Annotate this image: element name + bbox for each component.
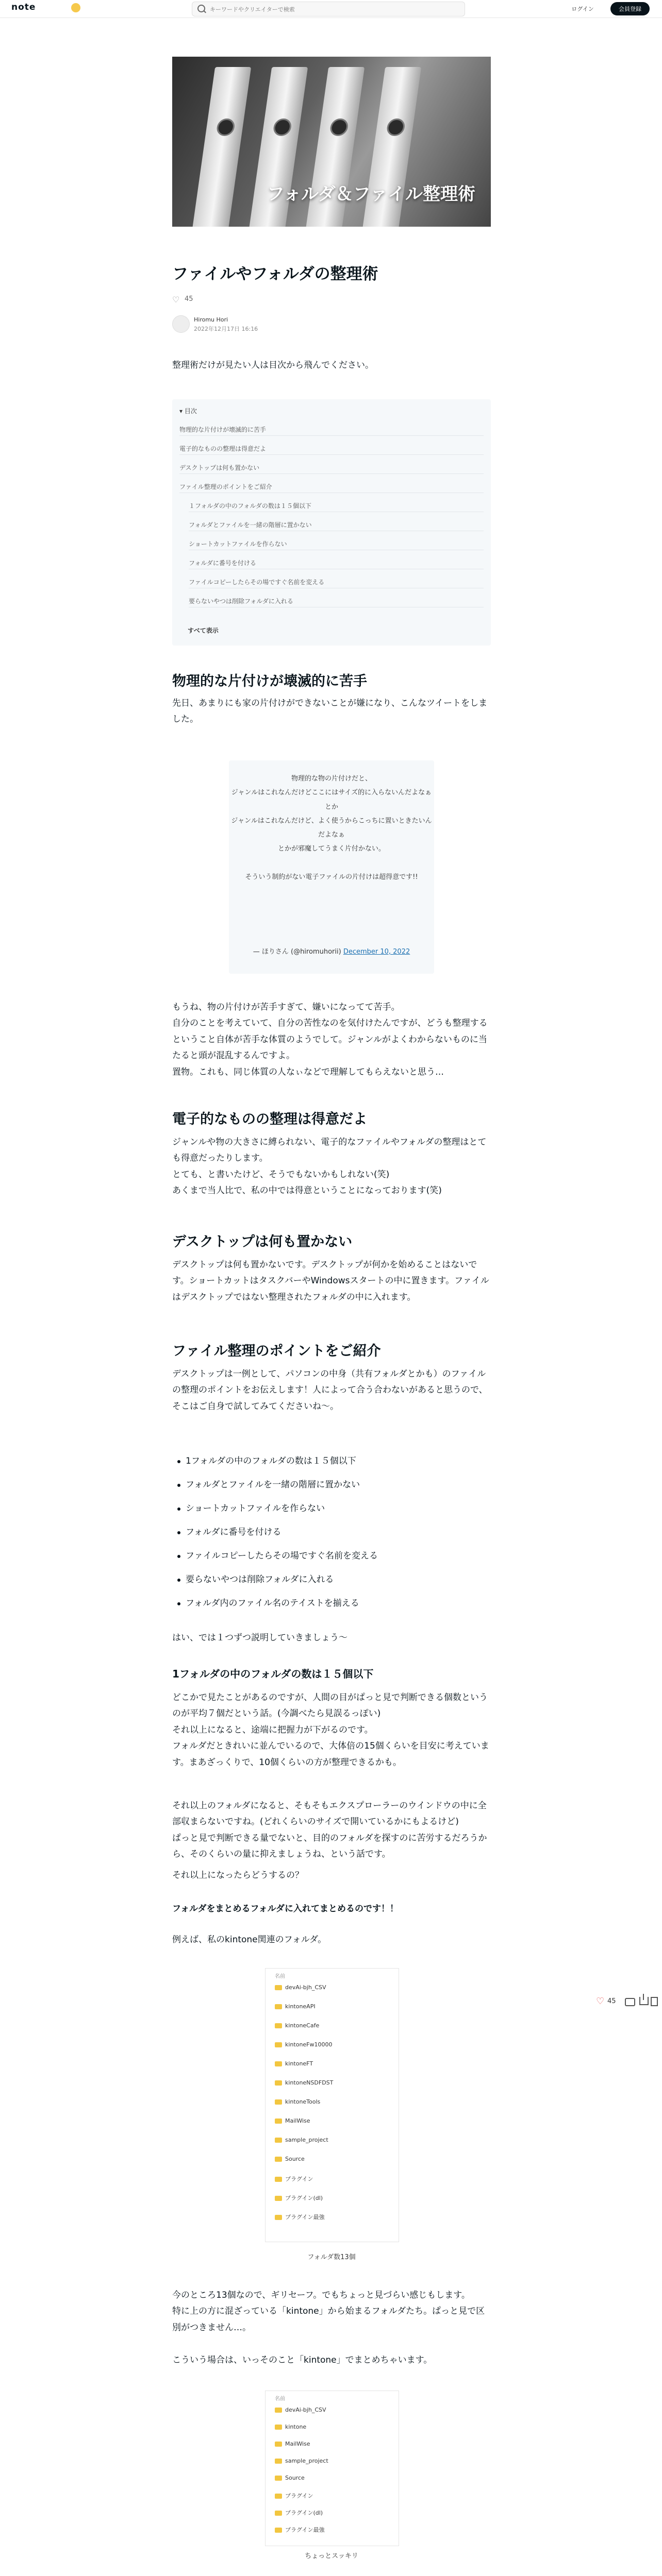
subsection-heading: 1フォルダの中のフォルダの数は１５個以下 [172, 1668, 374, 1680]
paragraph: 特に上の方に混ざっている「kintone」から始まるフォルダたち。ぱっと見で区別がつきません…。 [172, 2306, 485, 2333]
folder-icon [275, 2080, 282, 2086]
list-item: ファイルコピーしたらその場ですぐ名前を変える [172, 1544, 491, 1568]
toc-heading[interactable]: ▾ 目次 [179, 408, 197, 415]
file-name: sample_project [285, 2458, 328, 2464]
file-name: devAi-bjh_CSV [285, 1984, 326, 1991]
file-row[interactable] [275, 2117, 310, 2127]
toc-item[interactable]: フォルダとファイルを一緒の階層に置かない [189, 519, 484, 531]
section-heading: 物理的な片付けが壊滅的に苦手 [172, 673, 367, 689]
folder-icon [275, 1985, 282, 1990]
folder-icon [275, 2042, 282, 2047]
file-row[interactable] [275, 2156, 305, 2165]
site-header [0, 0, 662, 18]
folder-icon [275, 2215, 282, 2220]
tweet-body [229, 772, 434, 884]
point-list [172, 1449, 491, 1615]
tweet-date-link[interactable]: December 10, 2022 [343, 948, 410, 956]
file-row[interactable] [275, 2424, 306, 2433]
file-row[interactable] [275, 2492, 313, 2501]
folder-icon [275, 2459, 282, 2464]
paragraph: デスクトップは一例として、パソコンの中身（共有フォルダとかも）のファイルの整理のポイントをお伝えします！人によって合う合わないがあると思うので、そこはご自身で試してみてくださいね〜。 [172, 1369, 488, 1412]
folder-icon [275, 2408, 282, 2413]
search-box[interactable] [192, 2, 465, 16]
paragraph: こういう場合は、いっそのこと「kintone」でまとめちゃいます。 [172, 2355, 433, 2365]
file-row[interactable] [275, 2475, 305, 2484]
file-name: kintoneFT [285, 2060, 313, 2067]
toc-item[interactable]: 物理的な片付けが壊滅的に苦手 [179, 424, 484, 436]
file-name: kintoneNSDFDST [285, 2079, 334, 2086]
folder-icon [275, 2099, 282, 2105]
heart-icon: ♡ [172, 295, 180, 304]
tweet-line: ジャンルはこれなんだけど、よく使うからこっちに置いときたいんだよなぁ [231, 817, 432, 839]
file-row[interactable] [275, 2003, 316, 2012]
file-row[interactable] [275, 2098, 320, 2108]
folder-screenshot [265, 1968, 399, 2242]
logo-badge-icon [71, 3, 80, 12]
tweet-line: とかが邪魔してうまく片付かない。 [277, 845, 385, 853]
file-name: Source [285, 2475, 305, 2481]
file-row[interactable] [275, 2441, 310, 2450]
folder-icon [275, 2196, 282, 2201]
tweet-line: ジャンルはこれなんだけどここにはサイズ的に入らないんだよなぁ [231, 789, 432, 797]
file-row[interactable] [275, 2060, 313, 2070]
toc-item[interactable]: ショートカットファイルを作らない [189, 538, 484, 550]
paragraph: それ以上のフォルダになると、そもそもエクスプローラーのウインドウの中に全部収まらないですね。(どれくらいのサイズで開いているかにもよるけど) [172, 1801, 487, 1827]
file-row[interactable] [275, 2041, 333, 2050]
column-header: 名前 [275, 2396, 285, 2402]
paragraph: 今のところ13個なので、ギリセーフ。でもちょっと見づらい感じもします。 [172, 2290, 470, 2300]
section-heading: ファイル整理のポイントをご紹介 [172, 1343, 381, 1359]
file-name: MailWise [285, 2441, 310, 2447]
image-caption: フォルダ数13個 [307, 2253, 356, 2261]
list-item: ショートカットファイルを作らない [172, 1497, 491, 1520]
file-row[interactable] [275, 2079, 333, 2089]
tweet-line: そういう制約がない電子ファイルの片付けは超得意です!! [245, 873, 418, 882]
bookmark-icon[interactable] [651, 1997, 658, 2006]
list-item: フォルダ内のファイル名のテイストを揃える [172, 1591, 491, 1615]
paragraph: はい、では１つずつ説明していきましょう〜 [172, 1633, 347, 1643]
heart-icon[interactable]: ♡ [596, 1996, 605, 2007]
paragraph: それ以上になったらどうするの？ [172, 1870, 304, 1880]
file-name: プラグイン [285, 2493, 313, 2499]
paragraph: フォルダだときれいに並んでいるので、大体倍の15個くらいを目安に考えています。まあざっくりで、10個くらいの方が整理できるかも。 [172, 1741, 489, 1768]
register-button[interactable]: 会員登録 [610, 2, 650, 15]
paragraph: ぱっと見で判断できる量でないと、目的のフォルダを探すのに苦労するだろうから、そのくらいの量に抑えましょうね、という話です。 [172, 1833, 487, 1860]
paragraph: ジャンルや物の大きさに縛られない、電子的なファイルやフォルダの整理はとても得意だったりします。 [172, 1137, 487, 1164]
section-heading: デスクトップは何も置かない [172, 1234, 353, 1250]
file-name: kintoneFw10000 [285, 2041, 333, 2048]
folder-icon [275, 2177, 282, 2182]
toc-item[interactable]: フォルダに番号を付ける [189, 557, 484, 569]
file-name: MailWise [285, 2117, 310, 2124]
folder-icon [275, 2023, 282, 2028]
file-row[interactable] [275, 2509, 323, 2518]
folder-icon [275, 2119, 282, 2124]
file-name: Source [285, 2156, 305, 2162]
avatar[interactable] [172, 315, 190, 333]
search-icon [197, 5, 205, 12]
file-name: kintoneCafe [285, 2022, 320, 2029]
folder-icon [275, 2494, 282, 2499]
paragraph: 先日、あまりにも家の片付けができないことが嫌になり、こんなツイートをしました。 [172, 698, 488, 725]
paragraph-block [172, 1134, 491, 1199]
paragraph: どこかで見たことがあるのですが、人間の目がぱっと見で判断できる個数というのが平均７個だという話。(今調べたら見誤るっぽい) [172, 1692, 488, 1719]
list-item: 1フォルダの中のフォルダの数は１５個以下 [172, 1449, 491, 1473]
comment-icon[interactable] [625, 1998, 635, 2006]
cover-image [172, 57, 491, 227]
tweet-line [229, 856, 434, 870]
paragraph: 自分のことを考えていて、自分の苦性なのを気付けたんですが、どうも整理するということ自体が苦手な体質のようでして。ジャンルがよくわからないものに当たると頭が混乱するんですよ。 [172, 1018, 488, 1061]
post-date: 2022年12月17日 16:16 [194, 326, 258, 332]
folder-icon [275, 2511, 282, 2516]
file-row[interactable] [275, 1984, 326, 1993]
image-caption: ちょっとスッキリ [305, 2552, 358, 2560]
file-name: sample_project [285, 2137, 328, 2143]
paragraph-block [172, 999, 491, 1080]
file-name: プラグイン(dl) [285, 2510, 323, 2516]
file-name: プラグイン最強 [285, 2214, 325, 2221]
cover-title: フォルダ＆ファイル整理術 [267, 184, 475, 205]
file-name: プラグイン最強 [285, 2527, 325, 2533]
paragraph-block [172, 2287, 491, 2336]
file-name: プラグイン(dl) [285, 2195, 323, 2201]
like-count: 45 [185, 295, 193, 303]
file-row[interactable] [275, 2022, 319, 2031]
binder-shape [191, 67, 251, 227]
emphasis-text: フォルダをまとめるフォルダに入れてまとめるのです！！ [172, 1904, 399, 1914]
paragraph-block [172, 1798, 491, 1863]
table-of-contents [172, 399, 491, 646]
embedded-tweet[interactable] [229, 760, 434, 974]
toc-item[interactable]: ファイル整理のポイントをご紹介 [179, 481, 484, 493]
file-name: kintoneAPI [285, 2003, 316, 2010]
file-name: kintoneTools [285, 2098, 321, 2105]
paragraph: あくまで当人比で、私の中では得意ということになっております(笑) [172, 1185, 442, 1196]
folder-screenshot [265, 2391, 399, 2546]
file-row[interactable] [275, 2137, 328, 2146]
file-name: kintone [285, 2424, 307, 2430]
list-item: 要らないやつは削除フォルダに入れる [172, 1568, 491, 1591]
article-title: ファイルやフォルダの整理術 [172, 265, 378, 283]
file-row[interactable] [275, 2213, 324, 2222]
paragraph: もうね、物の片付けが苦手すぎて、嫌いになってて苦手。 [172, 1002, 400, 1012]
file-row[interactable] [275, 2406, 326, 2416]
file-row[interactable] [275, 2458, 328, 2467]
folder-icon [275, 2157, 282, 2162]
tweet-line: とか [324, 803, 338, 811]
floating-actions [596, 1995, 658, 2008]
like-count: 45 [607, 1997, 616, 2005]
paragraph: それ以上になると、途端に把握力が下がるのです。 [172, 1724, 373, 1735]
toc-item[interactable]: 電子的なものの整理は得意だよ [179, 443, 484, 455]
folder-icon [275, 2425, 282, 2430]
toc-item[interactable]: 要らないやつは削除フォルダに入れる [189, 596, 484, 607]
folder-icon [275, 2004, 282, 2009]
section-heading: 電子的なものの整理は得意だよ [172, 1111, 367, 1127]
note-logo[interactable]: note [11, 2, 36, 12]
intro-text: 整理術だけが見たい人は目次から飛んでください。 [172, 360, 374, 370]
folder-icon [275, 2442, 282, 2447]
tweet-line: 物理的な物の片付けだと、 [291, 775, 372, 783]
login-button[interactable]: ログイン [562, 3, 603, 14]
column-header: 名前 [275, 1974, 285, 1979]
paragraph: 例えば、私のkintone関連のフォルダ。 [172, 1935, 327, 1945]
folder-icon [275, 2061, 282, 2066]
folder-icon [275, 2138, 282, 2143]
share-icon[interactable] [639, 1997, 649, 2005]
paragraph-block [172, 1690, 491, 1771]
folder-icon [275, 2476, 282, 2481]
file-name: devAi-bjh_CSV [285, 2406, 326, 2413]
toc-item[interactable]: １フォルダの中のフォルダの数は１５個以下 [189, 500, 484, 512]
file-row[interactable] [275, 2526, 324, 2535]
file-name: プラグイン [285, 2176, 313, 2182]
paragraph: 置物。これも、同じ体質の人なぃなどで理解してもらえないと思う… [172, 1066, 444, 1077]
list-item: フォルダに番号を付ける [172, 1520, 491, 1544]
file-row[interactable] [275, 2175, 313, 2184]
author-name[interactable]: Hiromu Hori [194, 316, 228, 323]
file-row[interactable] [275, 2194, 323, 2203]
list-item: フォルダとファイルを一緒の階層に置かない [172, 1473, 491, 1497]
toc-item[interactable]: ファイルコピーしたらその場ですぐ名前を変える [189, 577, 484, 588]
tweet-author: — ほりさん (@hiromuhorii) December 10, 2022 [253, 948, 410, 956]
toc-item[interactable]: デスクトップは何も置かない [179, 462, 484, 474]
paragraph: とても、と書いたけど、そうでもないかもしれない(笑) [172, 1169, 390, 1180]
paragraph: デスクトップは何も置かないです。デスクトップが何かを始めることはないです。ショートカットはタスクバーやWindowsスタートの中に置きます。ファイルはデスクトップではない整理されたフォルダの中に入れます。 [172, 1260, 489, 1302]
toc-show-all[interactable]: すべて表示 [188, 627, 219, 634]
folder-icon [275, 2528, 282, 2533]
search-input[interactable] [209, 4, 458, 14]
